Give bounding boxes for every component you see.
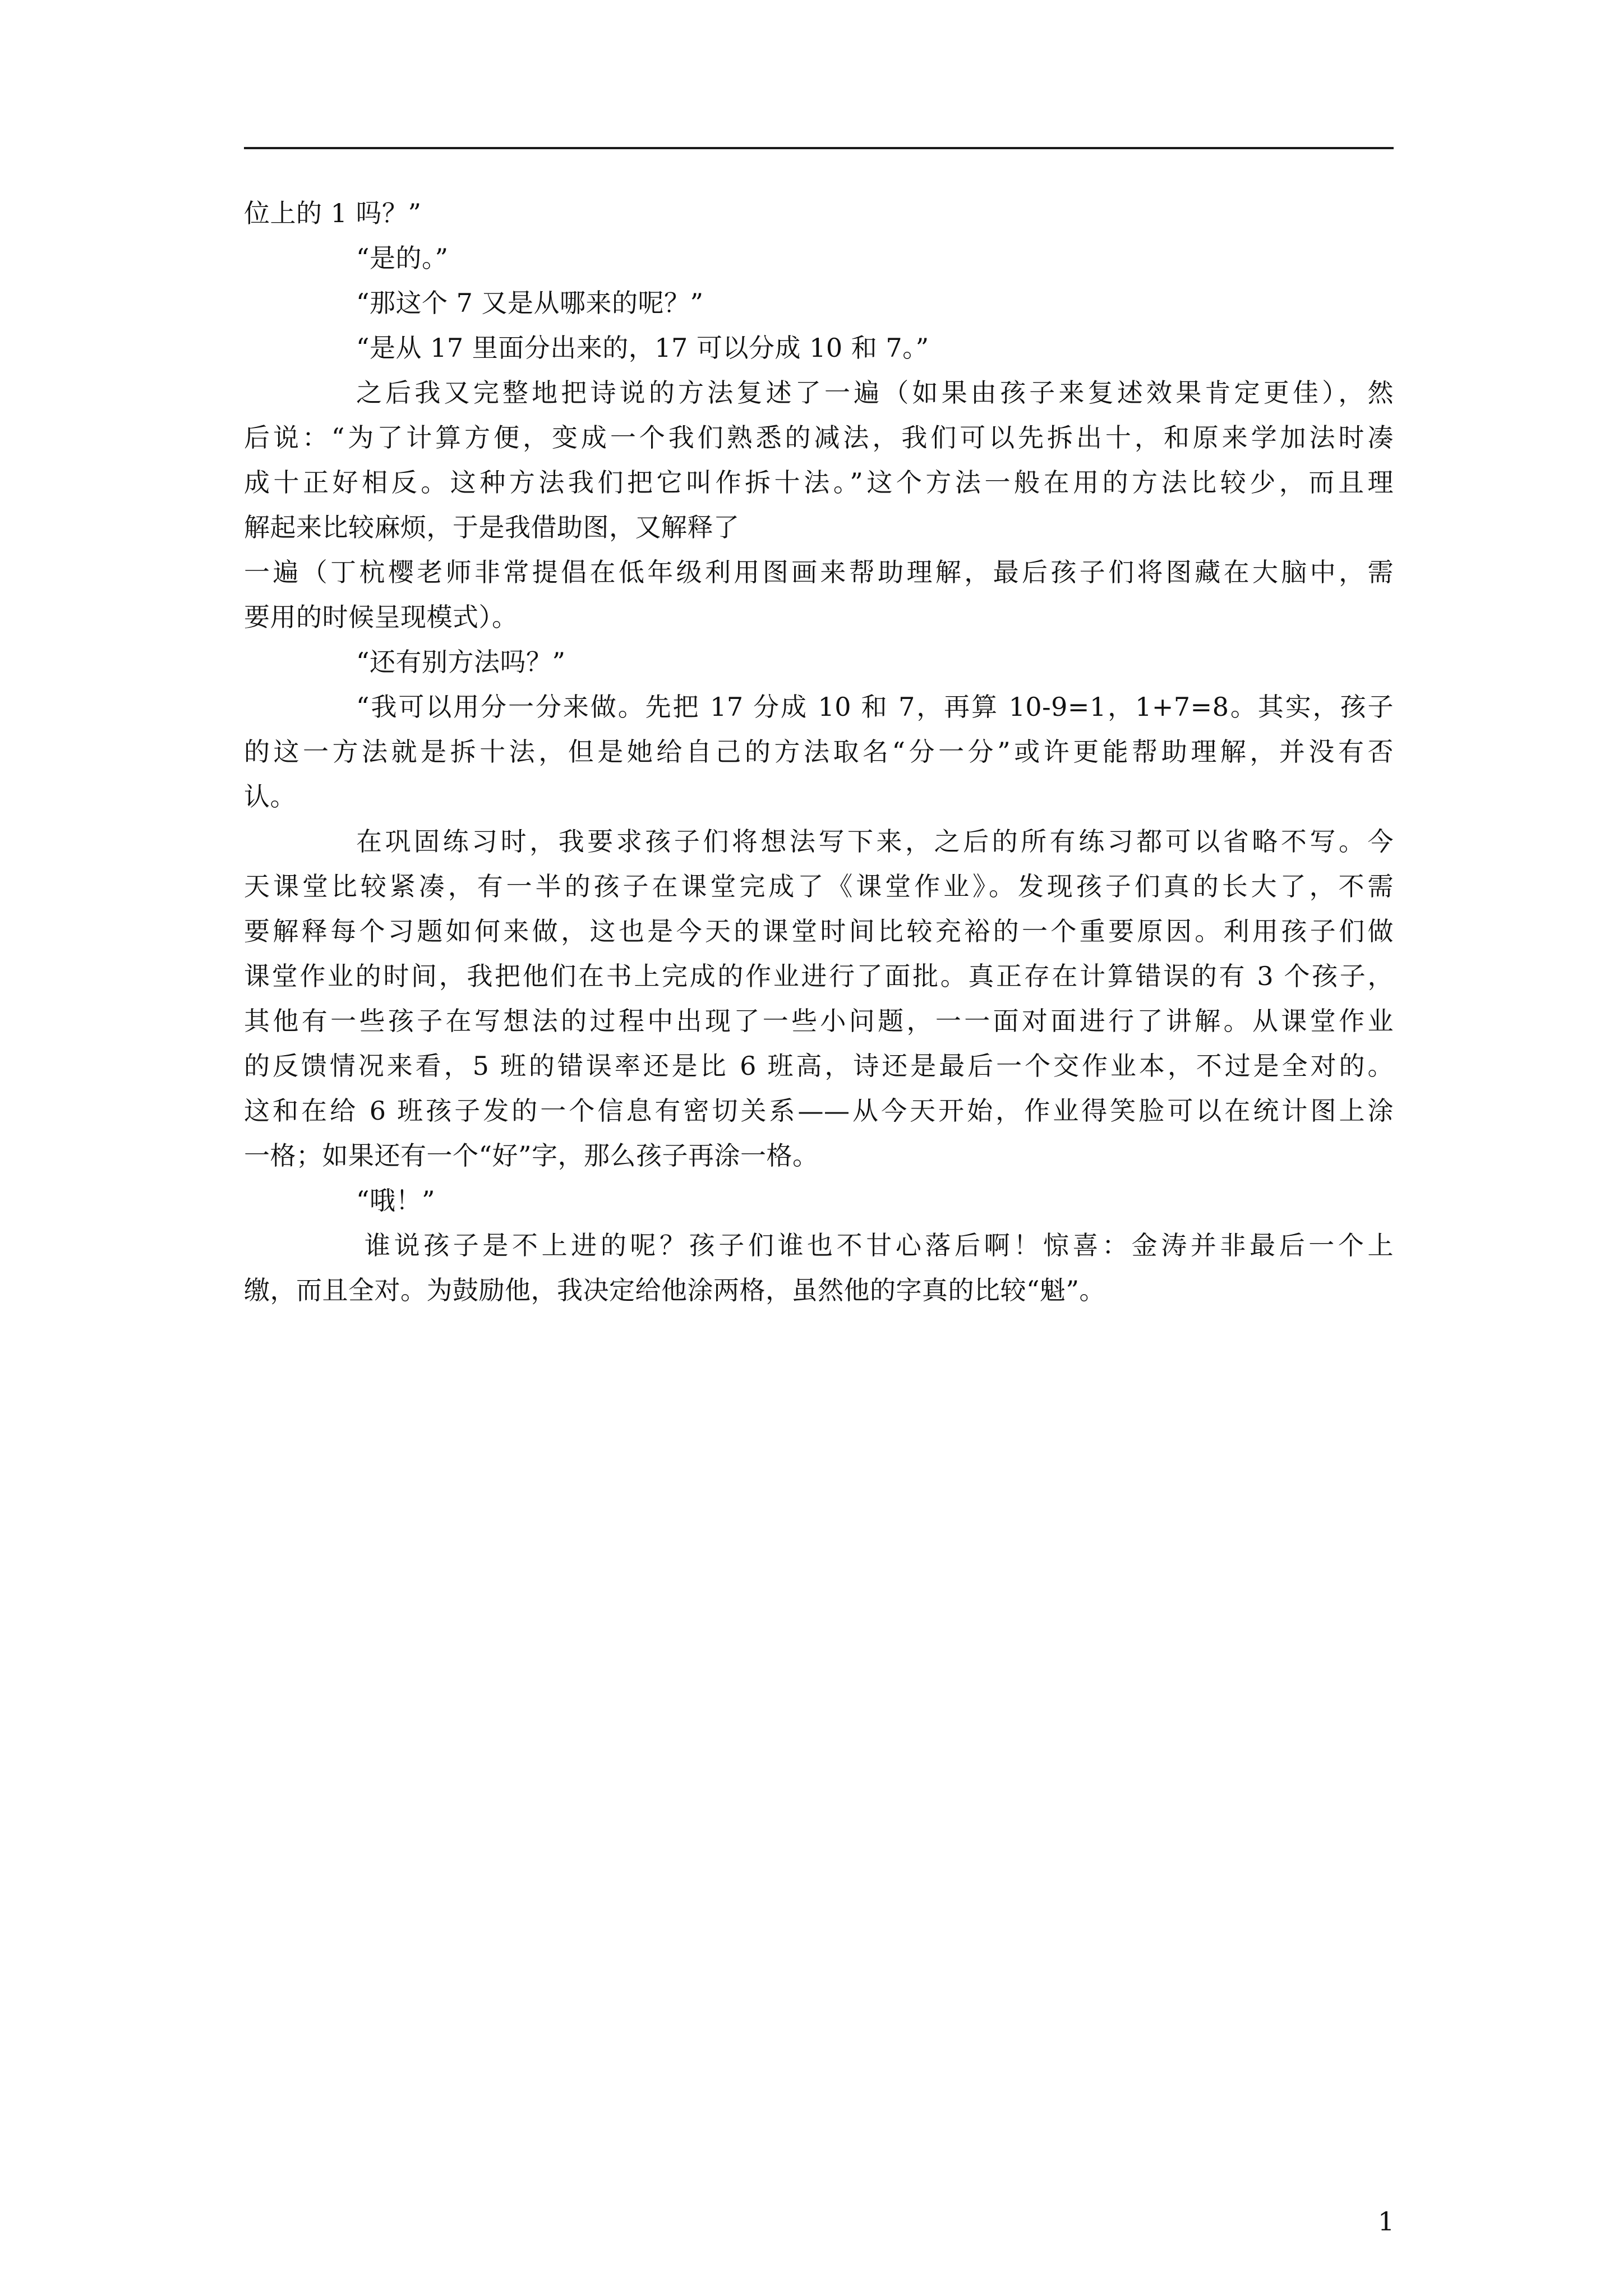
text-line: 之后我又完整地把诗说的方法复述了一遍（如果由孩子来复述效果肯定更佳），然 bbox=[356, 378, 1394, 408]
text-line: 一格；如果还有一个“好”字，那么孩子再涂一格。 bbox=[244, 1140, 819, 1171]
text-line: “是的。” bbox=[356, 243, 449, 273]
text-line: 其他有一些孩子在写想法的过程中出现了一些小问题，一一面对面进行了讲解。从课堂作业 bbox=[244, 1006, 1394, 1036]
text-line: 缴，而且全对。为鼓励他，我决定给他涂两格，虽然他的字真的比较“魁”。 bbox=[244, 1275, 1106, 1305]
text-line: 要解释每个习题如何来做，这也是今天的课堂时间比较充裕的一个重要原因。利用孩子们做 bbox=[244, 916, 1394, 946]
text-line: 要用的时候呈现模式）。 bbox=[244, 602, 518, 632]
text-line: 解起来比较麻烦，于是我借助图，又解释了 bbox=[244, 512, 740, 542]
text-line: 的这一方法就是拆十法，但是她给自己的方法取名“分一分”或许更能帮助理解，并没有否 bbox=[244, 737, 1394, 767]
text-line: “我可以用分一分来做。先把 17 分成 10 和 7，再算 10-9=1，1+7=8。其实，孩子 bbox=[356, 692, 1394, 722]
text-line: 位上的 1 吗？” bbox=[244, 198, 422, 228]
text-line: 后说：“为了计算方便，变成一个我们熟悉的减法，我们可以先拆出十，和原来学加法时凑 bbox=[244, 422, 1394, 453]
document-body bbox=[244, 191, 1394, 1313]
text-line: 这和在给 6 班孩子发的一个信息有密切关系——从今天开始，作业得笑脸可以在统计图上涂 bbox=[244, 1096, 1394, 1126]
text-line: 在巩固练习时，我要求孩子们将想法写下来，之后的所有练习都可以省略不写。今 bbox=[356, 826, 1394, 857]
text-line: 谁说孩子是不上进的呢？孩子们谁也不甘心落后啊！惊喜：金涛并非最后一个上 bbox=[365, 1230, 1394, 1260]
text-line: 的反馈情况来看，5 班的错误率还是比 6 班高，诗还是最后一个交作业本，不过是全对的。 bbox=[244, 1051, 1394, 1081]
header-rule bbox=[244, 147, 1394, 149]
text-line: “是从 17 里面分出来的，17 可以分成 10 和 7。” bbox=[356, 333, 929, 363]
text-line: 天课堂比较紧凑，有一半的孩子在课堂完成了《课堂作业》。发现孩子们真的长大了，不需 bbox=[244, 871, 1394, 901]
text-line: “哦！” bbox=[356, 1185, 436, 1216]
page-number: 1 bbox=[1378, 2206, 1395, 2237]
text-line: 课堂作业的时间，我把他们在书上完成的作业进行了面批。真正存在计算错误的有 3 个孩子， bbox=[244, 961, 1394, 991]
text-line: “那这个 7 又是从哪来的呢？” bbox=[356, 288, 704, 318]
text-line: 一遍（丁杭樱老师非常提倡在低年级利用图画来帮助理解，最后孩子们将图藏在大脑中，需 bbox=[244, 557, 1394, 587]
text-line: 认。 bbox=[244, 781, 296, 812]
text-line: 成十正好相反。这种方法我们把它叫作拆十法。”这个方法一般在用的方法比较少，而且理 bbox=[244, 467, 1394, 498]
text-line: “还有别方法吗？” bbox=[356, 647, 566, 677]
